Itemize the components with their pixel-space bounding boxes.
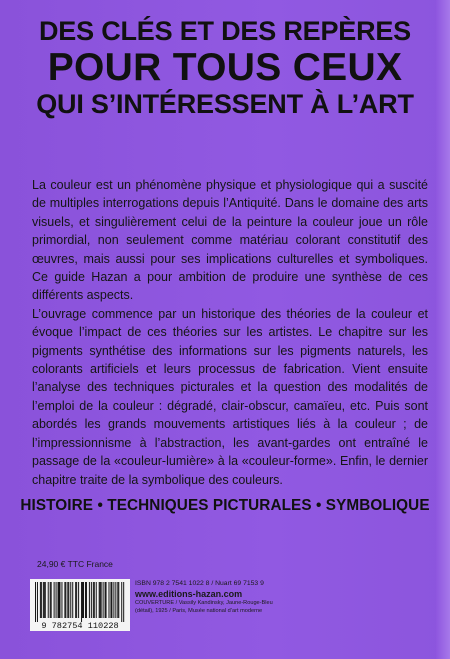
cover-credit-2: (détail), 1925 / Paris, Musée national d’art moderne bbox=[135, 607, 263, 614]
barcode-bar bbox=[58, 582, 59, 618]
barcode-bar bbox=[64, 582, 65, 618]
keywords-line: HISTOIRE • TECHNIQUES PICTURALES • SYMBOLIQUE bbox=[20, 497, 430, 514]
barcode-bar bbox=[91, 582, 92, 618]
barcode-bar bbox=[75, 582, 76, 618]
barcode-bar bbox=[123, 582, 124, 622]
barcode-bar bbox=[100, 582, 101, 618]
barcode-bar bbox=[72, 582, 73, 618]
barcode-bar bbox=[101, 582, 102, 618]
headline-line-1: DES CLÉS ET DES REPÈRES bbox=[39, 16, 411, 46]
barcode-bar bbox=[76, 582, 77, 618]
barcode-bar bbox=[94, 582, 95, 618]
barcode-bar bbox=[96, 582, 97, 618]
barcode-bar bbox=[85, 582, 86, 618]
barcode-bar bbox=[115, 582, 116, 618]
barcode-bar bbox=[81, 582, 82, 622]
isbn-line: ISBN 978 2 7541 1022 8 / Nuart 69 7153 9 bbox=[135, 580, 264, 587]
barcode-bar bbox=[82, 582, 83, 618]
barcode-bar bbox=[83, 582, 84, 618]
headline-line-2: POUR TOUS CEUX bbox=[47, 46, 403, 89]
barcode-bar bbox=[60, 582, 61, 618]
website-link[interactable]: www.editions-hazan.com bbox=[135, 589, 243, 599]
barcode-bar bbox=[35, 582, 36, 622]
barcode-bar bbox=[118, 582, 119, 618]
barcode-bar bbox=[65, 582, 66, 618]
barcode-bar bbox=[70, 582, 71, 618]
barcode-bar bbox=[48, 582, 49, 618]
barcode-bar bbox=[89, 582, 90, 618]
barcode-graphic bbox=[30, 579, 130, 631]
barcode-bar bbox=[50, 582, 51, 618]
barcode-bar bbox=[121, 582, 122, 622]
headline-line-3: QUI S’INTÉRESSENT À L’ART bbox=[36, 89, 414, 119]
barcode-bar bbox=[110, 582, 111, 618]
barcode-bar bbox=[105, 582, 106, 618]
barcode-bar bbox=[59, 582, 60, 618]
barcode-bar bbox=[113, 582, 114, 618]
barcode-bar bbox=[43, 582, 44, 618]
barcode-bar bbox=[67, 582, 68, 618]
barcode-bar bbox=[41, 582, 42, 618]
barcode-bar bbox=[68, 582, 69, 618]
barcode-bar bbox=[56, 582, 57, 618]
blurb bbox=[32, 176, 428, 489]
blurb-paragraph-2: L’ouvrage commence par un historique des théories de la couleur et évoque l’impact de ces théories sur les artistes. Le chapitre sur les pigments synthétise des informations sur les pigments naturels, les colorants artificiels et leurs processus de fabrication. Vient ensuite l’analyse des techniques picturales et la question des modalités de l’emploi de la couleur : dégradé, clair-obscur, camaïeu, etc. Puis sont abordés les grands mouvements artistiques liés à la couleur ; de l’impressionnisme à l’abstraction, les avant-gardes ont entraîné le passage de la «couleur-lumière» à la «couleur-forme». Enfin, le dernier chapitre traite de la symbolique des couleurs. bbox=[32, 306, 428, 487]
barcode-digits: 9 782754 110228 bbox=[41, 621, 119, 631]
barcode bbox=[30, 579, 130, 631]
headline bbox=[0, 18, 450, 118]
barcode-bar bbox=[117, 582, 118, 618]
barcode-bar bbox=[111, 582, 112, 618]
barcode-bar bbox=[54, 582, 55, 618]
barcode-bar bbox=[37, 582, 38, 622]
blurb-paragraph-1: La couleur est un phénomène physique et physiologique qui a suscité de multiples interrogations depuis l’Antiquité. Dans le domaine des arts visuels, et singulièrement celui de la peinture la couleur joue un rôle primordial, non seulement comme matériau colorant constitutif des œuvres, mais aussi pour ses implications culturelles et symboliques. Ce guide Hazan a pour ambition de produire une synthèse de ces différents aspects. bbox=[32, 178, 428, 303]
barcode-bar bbox=[78, 582, 79, 618]
barcode-bar bbox=[86, 582, 87, 618]
barcode-bar bbox=[51, 582, 52, 618]
price-label: 24,90 € TTC France bbox=[37, 559, 113, 569]
barcode-bar bbox=[103, 582, 104, 618]
cover-credit-1: COUVERTURE / Vassily Kandinsky, Jaune-Rouge-Bleu bbox=[135, 600, 273, 606]
barcode-bar bbox=[40, 582, 41, 618]
publisher-info bbox=[135, 579, 435, 615]
barcode-bar bbox=[99, 582, 100, 618]
barcode-bar bbox=[93, 582, 94, 618]
barcode-bar bbox=[109, 582, 110, 618]
barcode-bar bbox=[44, 582, 45, 618]
barcode-bar bbox=[61, 582, 62, 618]
barcode-bar bbox=[106, 582, 107, 618]
barcode-bar bbox=[45, 582, 46, 618]
